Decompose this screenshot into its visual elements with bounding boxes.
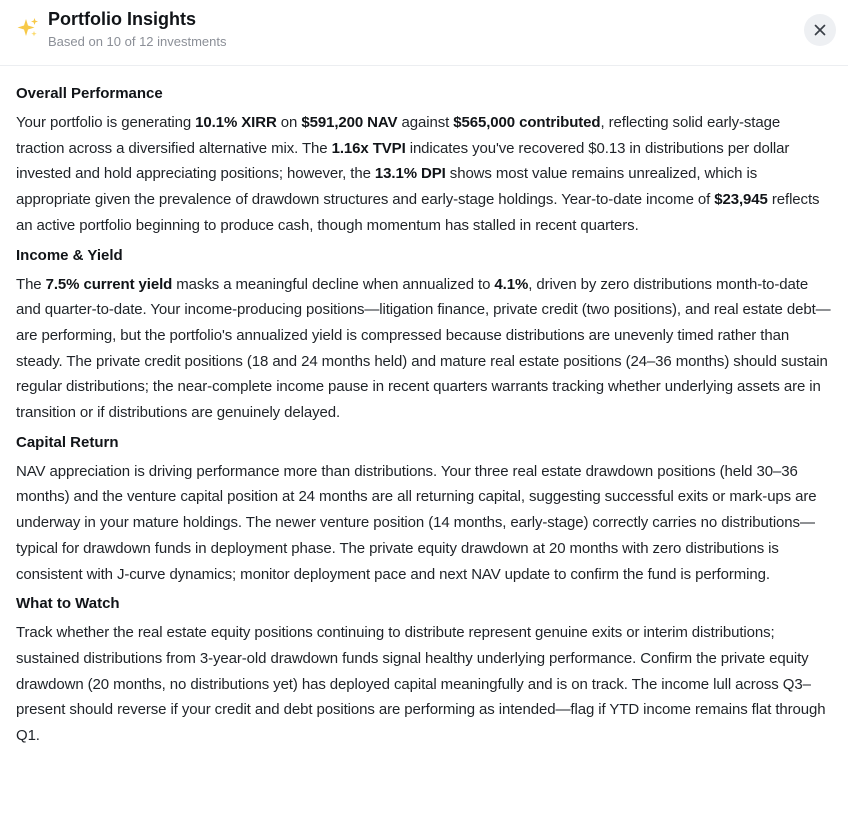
section-body: Track whether the real estate equity positions continuing to distribute represent genuine exits or interim distributions; sustained distributions from 3-year-old drawdown funds signal healthy underlying performance. Confirm the private equity drawdown (20 months, no distributions yet) has deployed capital meaningfully and is on track. The income lull across Q3–present should reverse if your credit and debt positions are performing as intended—flag if YTD income remains flat through Q1. — [16, 624, 826, 745]
close-icon — [813, 23, 827, 37]
section-capital-return — [16, 433, 832, 588]
section-body: Your portfolio is generating 10.1% XIRR on $591,200 NAV against $565,000 contributed, reflecting solid early-stage traction across a diversified alternative mix. The 1.16x TVPI indicates you've recovered $0.13 in distributions per dollar invested and hold appreciating positions; however, the 13.1% DPI shows most value remains unrealized, which is appropriate given the prevalence of drawdown structures and early-stage holdings. Year-to-date income of $23,945 reflects an active portfolio beginning to produce cash, though momentum has stalled in recent quarters. — [16, 114, 820, 234]
metric-contributed: $565,000 contributed — [453, 114, 601, 131]
section-heading: Income & Yield — [16, 246, 123, 264]
section-heading: Overall Performance — [16, 85, 163, 102]
metric-tvpi: 1.16x TVPI — [331, 139, 406, 157]
insights-content — [0, 66, 848, 749]
metric-xirr: 10.1% XIRR — [195, 114, 277, 131]
metric-current-yield: 7.5% current yield — [45, 275, 173, 293]
section-heading: Capital Return — [16, 433, 119, 451]
sparkles-icon — [16, 16, 40, 40]
section-body: The 7.5% current yield masks a meaningful decline when annualized to 4.1%, driven by zero distributions month-to-date and quarter-to-date. Your income-producing positions—litigation finance, private credit (two positions), and real estate debt—are performing, but the portfolio's annualized yield is compressed because distributions are unevenly timed rather than steady. The private credit positions (18 and 24 months held) and mature real estate positions (24–36 months) should sustain regular distributions; the near-complete income pause in recent quarters warrants tracking whether underlying assets are in transition or if distributions are genuinely delayed. — [16, 275, 831, 422]
metric-nav: $591,200 NAV — [301, 114, 398, 131]
modal-header — [0, 0, 848, 66]
section-income-yield — [16, 246, 832, 426]
metric-ytd-income: $23,945 — [714, 191, 768, 209]
metric-dpi: 13.1% DPI — [374, 165, 446, 183]
modal-title: Portfolio Insights — [48, 9, 196, 29]
metric-annualized-yield: 4.1% — [494, 275, 529, 293]
section-what-to-watch — [16, 594, 832, 749]
close-button[interactable] — [804, 14, 836, 46]
modal-subtitle: Based on 10 of 12 investments — [48, 34, 227, 49]
section-heading: What to Watch — [16, 595, 120, 613]
section-body: NAV appreciation is driving performance more than distributions. Your three real estate drawdown positions (held 30–36 months) and the venture capital position at 24 months are all returning capital, suggesting successful exits or mark-ups are underway in your mature holdings. The newer venture position (14 months, early-stage) correctly carries no distributions—typical for drawdown funds in deployment phase. The private equity drawdown at 20 months with zero distributions is consistent with J-curve dynamics; monitor deployment pace and next NAV update to confirm the fund is performing. — [16, 462, 817, 583]
section-overall-performance — [16, 84, 832, 239]
